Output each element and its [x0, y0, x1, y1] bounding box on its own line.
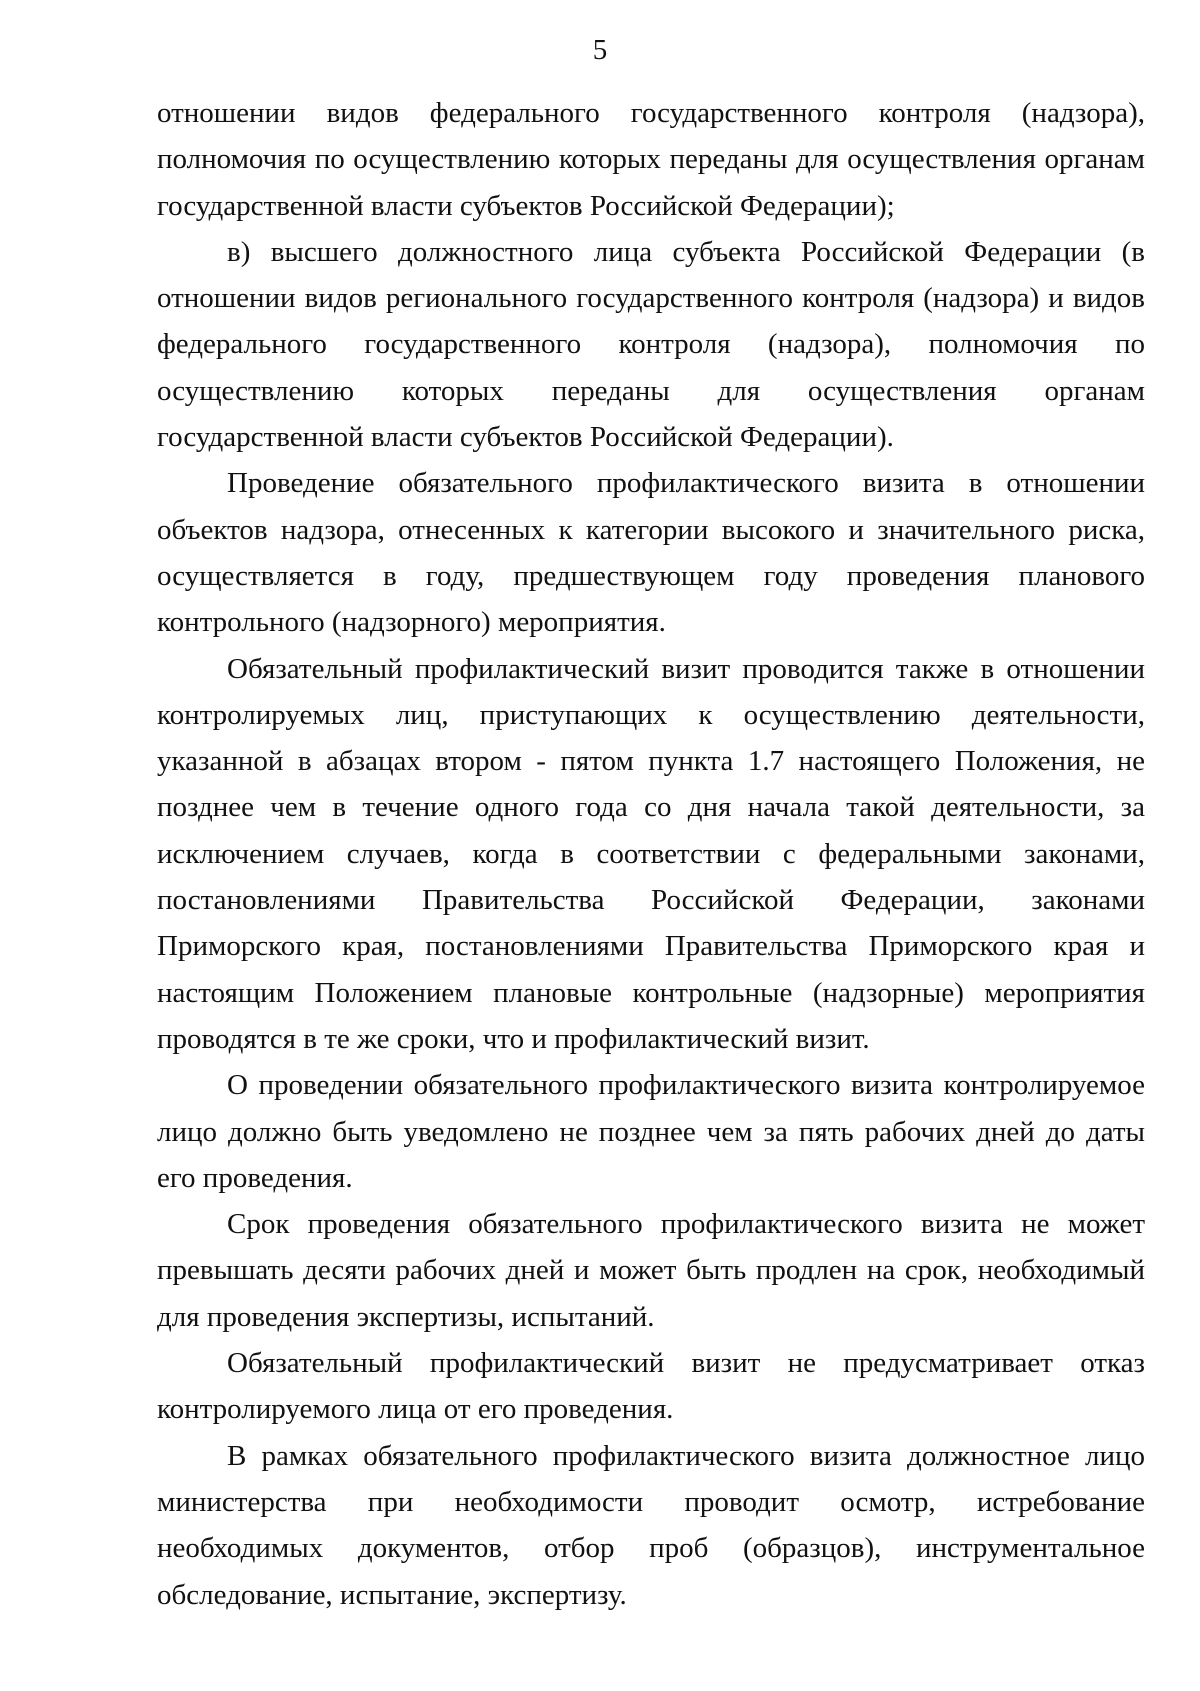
- paragraph-duration: Срок проведения обязательного профилактического визита не может превышать десяти рабочих дней и может быть продлен на срок, необходимый для проведения экспертизы, испытаний.: [157, 1208, 1145, 1333]
- paragraph-inspection-actions: В рамках обязательного профилактического визита должностное лицо министерства при необходимости проводит осмотр, истребование необходимых документов, отбор проб (образцов), инструментальное обследование, испытание, экспертизу.: [157, 1439, 1145, 1611]
- paragraph-notification: О проведении обязательного профилактического визита контролируемое лицо должно быть уведомлено не позднее чем за пять рабочих дней до даты его проведения.: [157, 1069, 1145, 1194]
- document-body: [157, 90, 1145, 1618]
- page-number: 5: [592, 34, 608, 66]
- paragraph-continuation: отношении видов федерального государственного контроля (надзора), полномочия по осуществлению которых переданы для осуществления органам государственной власти субъектов Российской Федерации);: [157, 97, 1145, 222]
- paragraph-item-v: в) высшего должностного лица субъекта Российской Федерации (в отношении видов регионального государственного контроля (надзора) и видов федерального государственного контроля (надзора), полномочия по осуществлению которых переданы для осуществления органам государственной власти субъектов Российской Федерации).: [157, 235, 1145, 454]
- paragraph-visit-risk: Проведение обязательного профилактического визита в отношении объектов надзора, отнесенных к категории высокого и значительного риска, осуществляется в году, предшествующем году проведения планового контрольного (надзорного) мероприятия.: [157, 467, 1145, 639]
- paragraph-no-refusal: Обязательный профилактический визит не предусматривает отказ контролируемого лица от его проведения.: [157, 1347, 1145, 1426]
- paragraph-visit-controlled-persons: Обязательный профилактический визит проводится также в отношении контролируемых лиц, приступающих к осуществлению деятельности, указанной в абзацах втором - пятом пункта 1.7 настоящего Положения, не позднее чем в течение одного года со дня начала такой деятельности, за исключением случаев, когда в соответствии с федеральными законами, постановлениями Правительства Российской Федерации, законами Приморского края, постановлениями Правительства Приморского края и настоящим Положением плановые контрольные (надзорные) мероприятия проводятся в те же сроки, что и профилактический визит.: [157, 652, 1145, 1055]
